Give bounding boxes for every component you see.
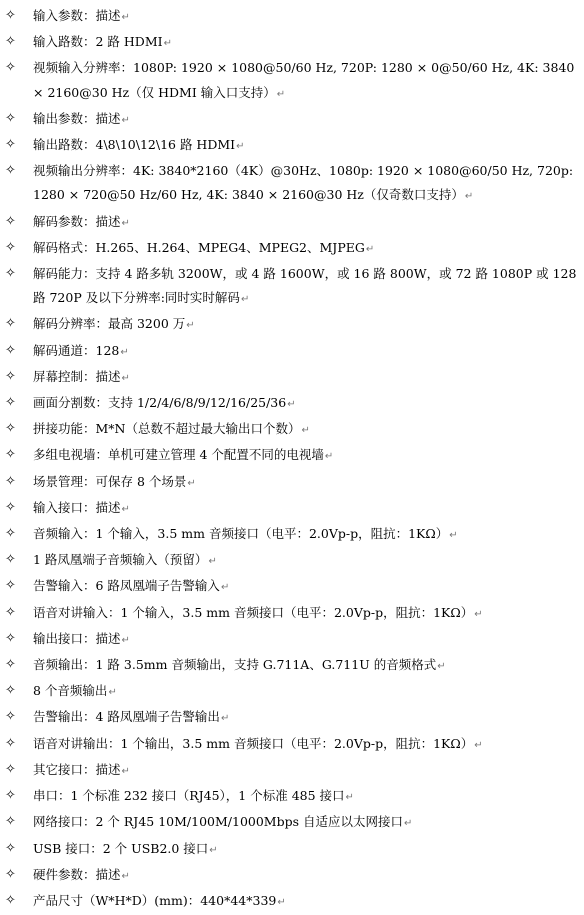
list-item bbox=[5, 210, 578, 236]
paragraph-mark-icon: ↵ bbox=[345, 792, 354, 804]
list-item bbox=[5, 601, 578, 627]
list-item bbox=[5, 548, 578, 574]
bullet-icon: ✧ bbox=[5, 840, 16, 856]
list-item-text: 1 路凤凰端子音频输入（预留）↵ bbox=[33, 552, 217, 568]
paragraph-mark-icon: ↵ bbox=[236, 141, 245, 153]
paragraph-mark-icon: ↵ bbox=[220, 713, 230, 725]
list-item bbox=[5, 732, 578, 758]
list-item-text: 输入路数：2 路 HDMI↵ bbox=[33, 34, 172, 50]
paragraph-mark-icon: ↵ bbox=[437, 661, 446, 673]
list-item bbox=[5, 522, 578, 548]
list-item-text: 输出接口：描述↵ bbox=[33, 630, 130, 646]
list-item-text: 视频输入分辨率：1080P: 1920 × 1080@50/60 Hz, 720P: 1280 × 0@50/60 Hz, 4K: 3840 × 2160@30 Hz（仅 HDMI 输入口支持）↵ bbox=[33, 60, 575, 100]
list-item-text: 多组电视墙：单机可建立管理 4 个配置不同的电视墙↵ bbox=[33, 447, 334, 463]
list-item bbox=[5, 107, 578, 133]
list-item-text: 解码格式：H.265、H.264、MPEG4、MPEG2、MJPEG↵ bbox=[33, 239, 375, 255]
paragraph-mark-icon: ↵ bbox=[324, 451, 334, 463]
bullet-icon: ✧ bbox=[5, 526, 16, 542]
paragraph-mark-icon: ↵ bbox=[121, 870, 130, 882]
paragraph-mark-icon: ↵ bbox=[209, 844, 218, 856]
bullet-icon: ✧ bbox=[5, 630, 16, 646]
list-item-text: 其它接口：描述↵ bbox=[33, 761, 130, 777]
bullet-icon: ✧ bbox=[5, 421, 16, 437]
bullet-icon: ✧ bbox=[5, 866, 16, 882]
bullet-icon: ✧ bbox=[5, 604, 16, 620]
paragraph-mark-icon: ↵ bbox=[121, 634, 130, 646]
bullet-icon: ✧ bbox=[5, 110, 16, 126]
list-item bbox=[5, 758, 578, 784]
bullet-icon: ✧ bbox=[5, 316, 16, 332]
list-item-text: 告警输入：6 路凤凰端子告警输入↵ bbox=[33, 578, 230, 594]
paragraph-mark-icon: ↵ bbox=[121, 114, 130, 126]
list-item-text: 解码分辨率：最高 3200 万↵ bbox=[33, 316, 195, 332]
paragraph-mark-icon: ↵ bbox=[121, 12, 130, 23]
list-item-text: 输入参数：描述↵ bbox=[33, 8, 130, 23]
list-item bbox=[5, 496, 578, 522]
paragraph-mark-icon: ↵ bbox=[121, 217, 130, 229]
list-item bbox=[5, 679, 578, 705]
bullet-icon: ✧ bbox=[5, 761, 16, 777]
paragraph-mark-icon: ↵ bbox=[208, 556, 217, 568]
paragraph-mark-icon: ↵ bbox=[220, 582, 230, 594]
paragraph-mark-icon: ↵ bbox=[449, 530, 458, 542]
bullet-icon: ✧ bbox=[5, 342, 16, 358]
bullet-icon: ✧ bbox=[5, 709, 16, 725]
list-item-text: 音频输入：1 个输入，3.5 mm 音频接口（电平：2.0Vp-p，阻抗：1KΩ）↵ bbox=[33, 526, 458, 542]
paragraph-mark-icon: ↵ bbox=[287, 399, 296, 411]
list-item-text: 告警输出：4 路凤凰端子告警输出↵ bbox=[33, 709, 230, 725]
bullet-icon: ✧ bbox=[5, 368, 16, 384]
list-item-text: 串口：1 个标准 232 接口（RJ45），1 个标准 485 接口↵ bbox=[33, 788, 354, 804]
bullet-icon: ✧ bbox=[5, 657, 16, 673]
list-item-text: 输出参数：描述↵ bbox=[33, 110, 130, 126]
bullet-icon: ✧ bbox=[5, 163, 16, 179]
bullet-icon: ✧ bbox=[5, 735, 16, 751]
list-item bbox=[5, 443, 578, 469]
bullet-icon: ✧ bbox=[5, 395, 16, 411]
list-item-text: 解码参数：描述↵ bbox=[33, 213, 130, 229]
list-item bbox=[5, 236, 578, 262]
bullet-icon: ✧ bbox=[5, 213, 16, 229]
list-item-text: 场景管理：可保存 8 个场景↵ bbox=[33, 473, 196, 489]
paragraph-mark-icon: ↵ bbox=[464, 191, 474, 203]
paragraph-mark-icon: ↵ bbox=[240, 294, 250, 306]
list-item bbox=[5, 784, 578, 810]
list-item-text: 画面分割数：支持 1/2/4/6/8/9/12/16/25/36↵ bbox=[33, 395, 296, 411]
list-item-text: USB 接口：2 个 USB2.0 接口↵ bbox=[33, 840, 218, 856]
list-item-text: 输出路数：4\8\10\12\16 路 HDMI↵ bbox=[33, 137, 245, 153]
paragraph-mark-icon: ↵ bbox=[120, 346, 129, 358]
paragraph-mark-icon: ↵ bbox=[186, 320, 195, 332]
list-item bbox=[5, 30, 578, 56]
list-item-text: 解码能力：支持 4 路多轨 3200W，或 4 路 1600W，或 16 路 800W，或 72 路 1080P 或 128 路 720P 及以下分辨率:同时实时解码↵ bbox=[33, 266, 577, 306]
list-item bbox=[5, 810, 578, 836]
paragraph-mark-icon: ↵ bbox=[474, 739, 483, 751]
list-item bbox=[5, 653, 578, 679]
paragraph-mark-icon: ↵ bbox=[108, 687, 117, 699]
list-item-text: 视频输出分辨率：4K: 3840*2160（4K）@30Hz、1080p: 1920 × 1080@60/50 Hz, 720p: 1280 × 720@50 Hz/60 Hz, 4K: 3840 × 2160@30 Hz（仅奇数口支持）↵ bbox=[33, 163, 574, 203]
bullet-icon: ✧ bbox=[5, 266, 16, 282]
list-item bbox=[5, 470, 578, 496]
bullet-icon: ✧ bbox=[5, 60, 16, 76]
list-item bbox=[5, 837, 578, 863]
list-item bbox=[5, 705, 578, 731]
bullet-icon: ✧ bbox=[5, 552, 16, 568]
bullet-icon: ✧ bbox=[5, 683, 16, 699]
paragraph-mark-icon: ↵ bbox=[365, 243, 375, 255]
list-item bbox=[5, 574, 578, 600]
bullet-icon: ✧ bbox=[5, 473, 16, 489]
list-item-text: 屏幕控制：描述↵ bbox=[33, 368, 130, 384]
paragraph-mark-icon: ↵ bbox=[301, 425, 310, 437]
list-item bbox=[5, 159, 578, 209]
paragraph-mark-icon: ↵ bbox=[121, 372, 130, 384]
list-item bbox=[5, 863, 578, 889]
list-item-text: 硬件参数：描述↵ bbox=[33, 866, 130, 882]
bullet-icon: ✧ bbox=[5, 892, 16, 908]
list-item bbox=[5, 262, 578, 312]
bullet-icon: ✧ bbox=[5, 447, 16, 463]
paragraph-mark-icon: ↵ bbox=[121, 503, 130, 515]
list-item-text: 拼接功能：M*N（总数不超过最大输出口个数）↵ bbox=[33, 421, 310, 437]
paragraph-mark-icon: ↵ bbox=[163, 38, 172, 50]
list-item-text: 网络接口：2 个 RJ45 10M/100M/1000Mbps 自适应以太网接口↵ bbox=[33, 814, 413, 830]
list-item-text: 输入接口：描述↵ bbox=[33, 499, 130, 515]
list-item bbox=[5, 312, 578, 338]
bullet-icon: ✧ bbox=[5, 34, 16, 50]
list-item-text: 语音对讲输入：1 个输入，3.5 mm 音频接口（电平：2.0Vp-p，阻抗：1KΩ）↵ bbox=[33, 604, 483, 620]
list-item bbox=[5, 889, 578, 915]
bullet-icon: ✧ bbox=[5, 578, 16, 594]
bullet-icon: ✧ bbox=[5, 814, 16, 830]
list-item-text: 产品尺寸（W*H*D）(mm)：440*44*339↵ bbox=[33, 892, 286, 908]
list-item bbox=[5, 4, 578, 30]
list-item bbox=[5, 365, 578, 391]
list-item-text: 音频输出：1 路 3.5mm 音频输出，支持 G.711A、G.711U 的音频格式↵ bbox=[33, 657, 446, 673]
list-item bbox=[5, 627, 578, 653]
bullet-icon: ✧ bbox=[5, 499, 16, 515]
list-item bbox=[5, 391, 578, 417]
bullet-icon: ✧ bbox=[5, 8, 16, 23]
list-item-text: 语音对讲输出：1 个输出，3.5 mm 音频接口（电平：2.0Vp-p，阻抗：1KΩ）↵ bbox=[33, 735, 483, 751]
bullet-icon: ✧ bbox=[5, 788, 16, 804]
paragraph-mark-icon: ↵ bbox=[276, 88, 286, 100]
list-item bbox=[5, 133, 578, 159]
paragraph-mark-icon: ↵ bbox=[121, 765, 130, 777]
paragraph-mark-icon: ↵ bbox=[474, 608, 483, 620]
paragraph-mark-icon: ↵ bbox=[187, 477, 196, 489]
paragraph-mark-icon: ↵ bbox=[404, 818, 413, 830]
bullet-icon: ✧ bbox=[5, 137, 16, 153]
list-item bbox=[5, 56, 578, 106]
bullet-icon: ✧ bbox=[5, 239, 16, 255]
list-item-text: 解码通道：128↵ bbox=[33, 342, 129, 358]
list-item bbox=[5, 417, 578, 443]
list-item bbox=[5, 339, 578, 365]
list-item-text: 8 个音频输出↵ bbox=[33, 683, 117, 699]
paragraph-mark-icon: ↵ bbox=[277, 896, 286, 908]
